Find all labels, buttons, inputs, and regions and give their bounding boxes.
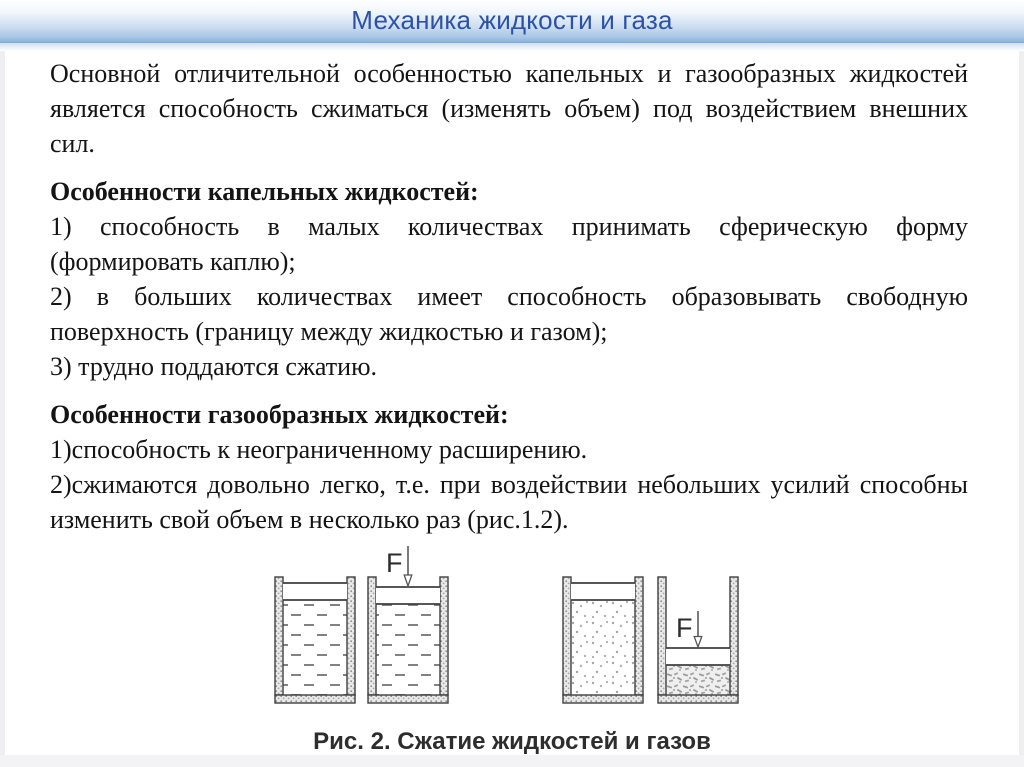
gas-item-2: 2)сжимаются довольно легко, т.е. при воздействии небольших усилий способны изменить свой объем в несколько раз (рис.1.2). [50, 470, 968, 534]
left-edge-strip [0, 0, 5, 767]
header-fade [0, 43, 1024, 51]
vessel-gas-compressed [658, 577, 738, 703]
force-arrow-liquid-icon [386, 546, 412, 586]
vessel-liquid-rest [275, 577, 355, 703]
vessels-diagram [250, 540, 770, 715]
gas-section-heading: Особенности газообразных жидкостей: [50, 400, 509, 429]
body-text [50, 56, 968, 537]
droplet-item-3: 3) трудно поддаются сжатию. [50, 352, 377, 381]
droplet-item-1: 1) способность в малых количествах принимать сферическую форму (формировать каплю); [50, 212, 968, 276]
droplet-section-heading: Особенности капельных жидкостей: [50, 177, 479, 206]
droplet-item-2: 2) в больших количествах имеет способность образовывать свободную поверхность (границу между жидкостью и газом); [50, 282, 968, 346]
force-label-liquid: F [386, 548, 403, 578]
intro-paragraph: Основной отличительной особенностью капельных и газообразных жидкостей является способность сжиматься (изменять объем) под воздействием внешних сил. [50, 59, 968, 158]
force-label-gas: F [676, 613, 693, 643]
vessel-liquid-compressed [368, 546, 448, 703]
figure-caption: Рис. 2. Сжатие жидкостей и газов [313, 728, 711, 755]
vessel-gas-rest [563, 577, 643, 703]
right-edge-strip [1019, 0, 1024, 767]
page-title: Механика жидкости и газа [351, 5, 673, 35]
slide-header [0, 0, 1024, 43]
force-arrow-gas-icon [676, 611, 702, 647]
compression-figure [250, 540, 770, 715]
gas-item-1: 1)способность к неограниченному расширению. [50, 435, 588, 464]
bottom-strip [0, 755, 1024, 767]
